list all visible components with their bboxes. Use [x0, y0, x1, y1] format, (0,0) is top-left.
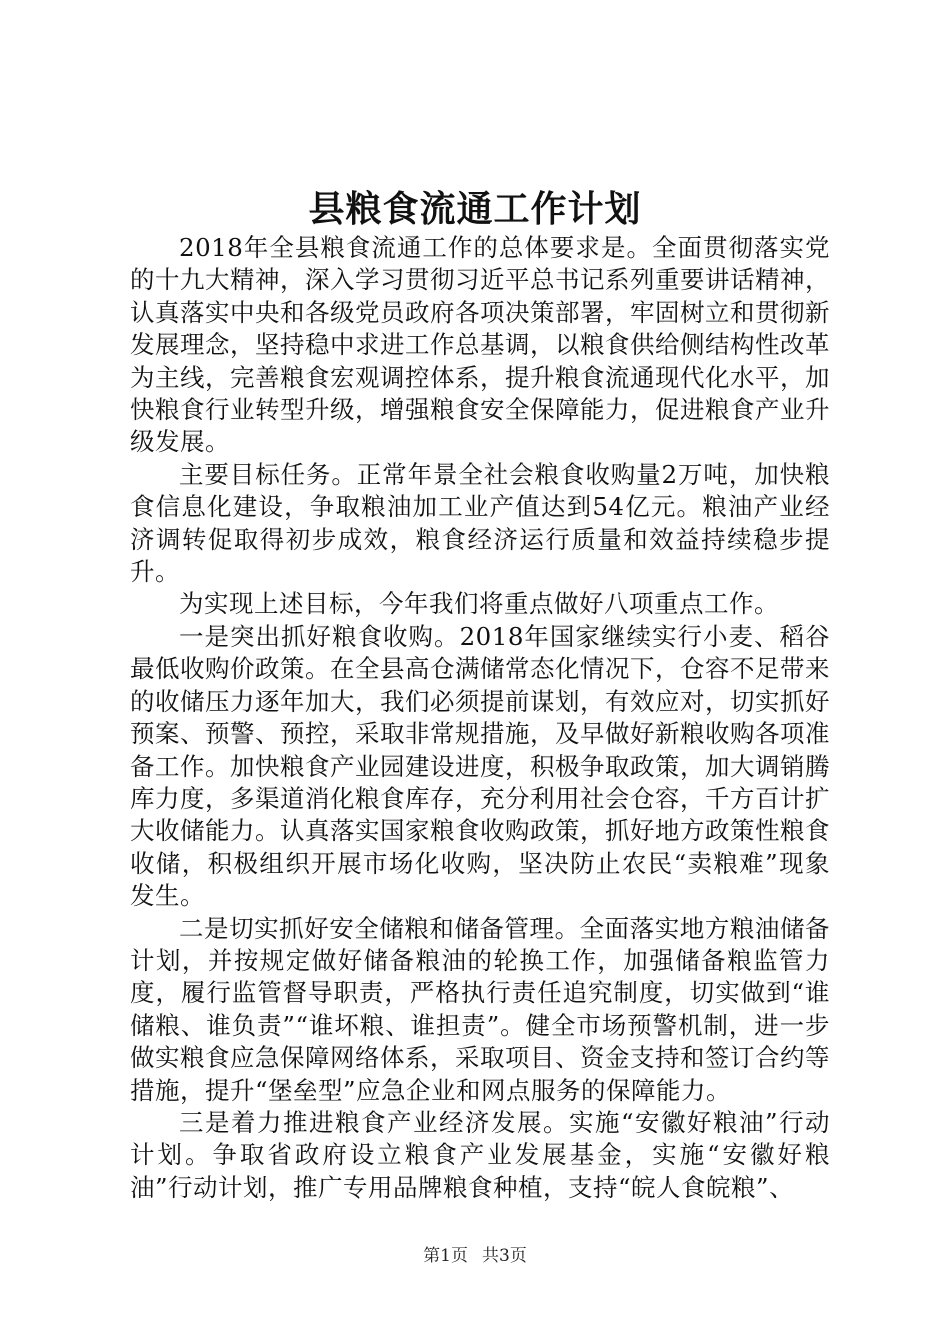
page-number-current: 第1页	[423, 1246, 468, 1266]
paragraph-main-targets: 主要目标任务。正常年景全社会粮食收购量2万吨，加快粮食信息化建设，争取粮油加工业产值达到54亿元。粮油产业经济调转促取得初步成效，粮食经济运行质量和效益持续稳步提升。	[130, 459, 830, 587]
paragraph-task-three-industry: 三是着力推进粮食产业经济发展。实施“安徽好粮油”行动计划。争取省政府设立粮食产业发展基金，实施“安徽好粮油”行动计划，推广专用品牌粮食种植，支持“皖人食皖粮”、	[130, 1107, 830, 1202]
paragraph-overall-requirements: 2018年全县粮食流通工作的总体要求是。全面贯彻落实党的十九大精神，深入学习贯彻习近平总书记系列重要讲话精神，认真落实中央和各级党员政府各项决策部署，牢固树立和贯彻新发展理念，坚持稳中求进工作总基调，以粮食供给侧结构性改革为主线，完善粮食宏观调控体系，提升粮食流通现代化水平，加快粮食行业转型升级，增强粮食安全保障能力，促进粮食产业升级发展。	[130, 233, 830, 457]
paragraph-task-two-storage: 二是切实抓好安全储粮和储备管理。全面落实地方粮油储备计划，并按规定做好储备粮油的轮换工作，加强储备粮监管力度，履行监管督导职责，严格执行责任追究制度，切实做到“谁储粮、谁负责”“谁坏粮、谁担责”。健全市场预警机制，进一步做实粮食应急保障网络体系，采取项目、资金支持和签订合约等措施，提升“堡垒型”应急企业和网点服务的保障能力。	[130, 913, 830, 1105]
paragraph-task-one-grain-purchase: 一是突出抓好粮食收购。2018年国家继续实行小麦、稻谷最低收购价政策。在全县高仓满储常态化情况下，仓容不足带来的收储压力逐年加大，我们必须提前谋划，有效应对，切实抓好预案、预警、预控，采取非常规措施，及早做好新粮收购各项准备工作。加快粮食产业园建设进度，积极争取政策，加大调销腾库力度，多渠道消化粮食库存，充分利用社会仓容，千方百计扩大收储能力。认真落实国家粮食收购政策，抓好地方政策性粮食收储，积极组织开展市场化收购，坚决防止农民“卖粮难”现象发生。	[130, 621, 830, 911]
page-footer	[0, 1244, 950, 1268]
document-body	[130, 232, 830, 1204]
document-title: 县粮食流通工作计划	[308, 188, 642, 230]
page-number-total: 共3页	[482, 1246, 527, 1266]
paragraph-eight-tasks-intro: 为实现上述目标，今年我们将重点做好八项重点工作。	[179, 589, 779, 619]
